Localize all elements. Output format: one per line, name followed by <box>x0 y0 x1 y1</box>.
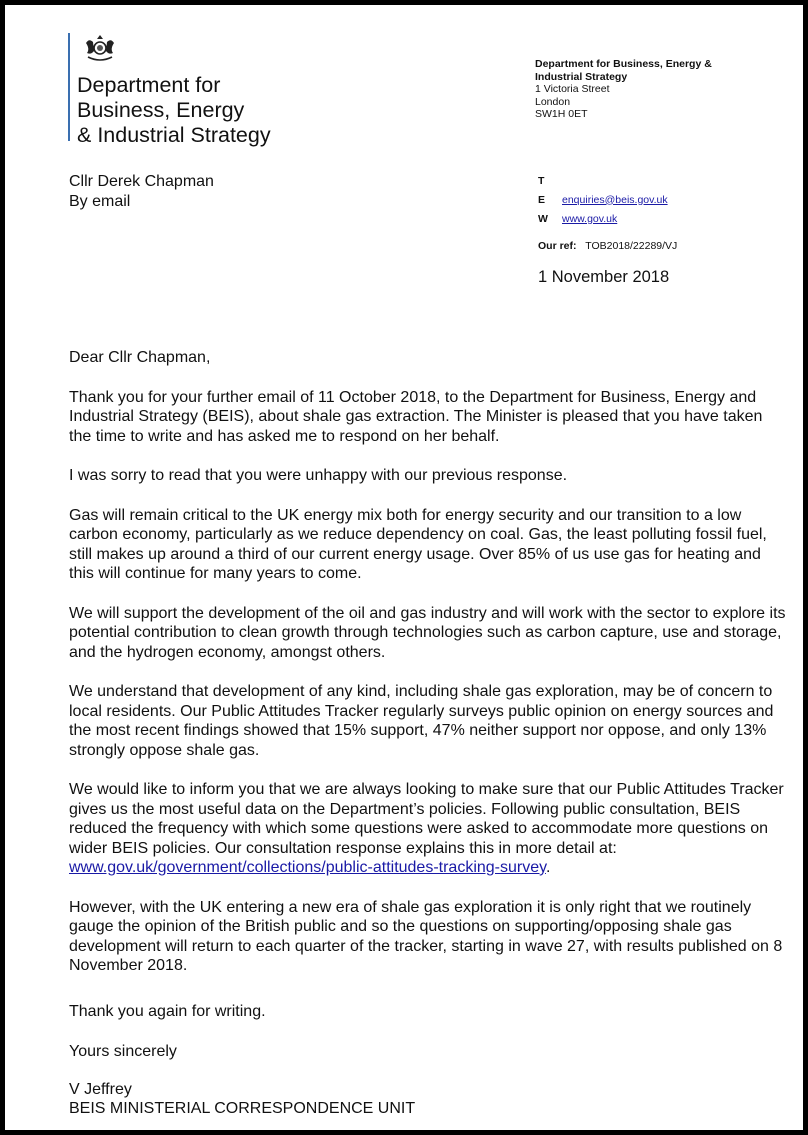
signatory-name: V Jeffrey <box>69 1081 132 1098</box>
delivery-method: By email <box>69 193 131 210</box>
email-label: E <box>538 193 546 206</box>
reference-label: Our ref: <box>538 240 577 252</box>
recipient-name: Cllr Derek Chapman <box>69 173 214 190</box>
web-label: W <box>538 212 548 225</box>
contact-phone-row <box>538 171 668 190</box>
website-link[interactable]: www.gov.uk <box>562 212 618 225</box>
contact-email-row <box>538 190 668 209</box>
valediction: Yours sincerely <box>69 1043 177 1060</box>
recipient-block <box>69 172 214 212</box>
body-paragraph: We will support the development of the oil and gas industry and will work with the sector to explore its potential contribution to clean growth through technologies such as carbon capture, use and storage, and the hydrogen economy, amongst others. <box>69 604 786 661</box>
tracker-text: We would like to inform you that we are always looking to make sure that our Public Attitudes Tracker gives us the most useful data on the Department’s policies. Following public consultation, BEIS reduced the frequency with which some questions were asked to accommodate more questions on wider BEIS policies. Our consultation response explains this in more detail at: <box>69 781 784 857</box>
sender-name: Department for Business, Energy & <box>535 58 712 70</box>
letter-date: 1 November 2018 <box>538 268 670 286</box>
body-paragraph-tracker <box>69 780 789 878</box>
signatory-unit: BEIS MINISTERIAL CORRESPONDENCE UNIT <box>69 1100 416 1117</box>
body-paragraph: Gas will remain critical to the UK energy mix both for energy security and our transition to a low carbon economy, particularly as we reduce dependency on coal. Gas, the least polluting fossil fuel, still makes up around a third of our current energy usage. Over 85% of us use gas for heating and this will continue for many years to come. <box>69 506 767 582</box>
phone-label: T <box>538 174 545 187</box>
letter-body <box>69 348 789 996</box>
department-name <box>77 73 271 148</box>
sender-city: London <box>535 95 571 108</box>
sender-street: 1 Victoria Street <box>535 83 610 95</box>
signature-block <box>69 1080 415 1118</box>
body-paragraph: We understand that development of any kind, including shale gas exploration, may be of concern to local residents. Our Public Attitudes Tracker regularly surveys public opinion on energy sources and the most recent findings showed that 15% support, 47% neither support nor oppose, and only 13% strongly oppose shale gas. <box>69 683 774 759</box>
public-attitudes-tracker-link[interactable]: www.gov.uk/government/collections/public-attitudes-tracking-survey <box>69 859 546 876</box>
contact-details <box>538 171 668 228</box>
reference <box>538 240 677 252</box>
dept-name-line: & Industrial Strategy <box>77 123 271 147</box>
salutation: Dear Cllr Chapman, <box>69 349 211 366</box>
logo-accent-bar <box>68 33 70 141</box>
sender-name: Industrial Strategy <box>535 70 628 83</box>
tracker-text-end: . <box>545 859 551 876</box>
sender-address <box>535 58 712 121</box>
contact-web-row <box>538 209 668 228</box>
dept-name-line: Department for <box>77 73 221 97</box>
body-paragraph: Thank you for your further email of 11 October 2018, to the Department for Business, Energy and Industrial Strategy (BEIS), about shale gas extraction. The Minister is pleased that you have taken the time to write and has asked me to respond on her behalf. <box>69 388 763 445</box>
sender-postcode: SW1H 0ET <box>535 108 588 120</box>
dept-name-line: Business, Energy <box>77 98 245 122</box>
email-link[interactable]: enquiries@beis.gov.uk <box>562 193 668 206</box>
reference-value: TOB2018/22289/VJ <box>585 240 678 252</box>
letter-page <box>5 5 803 1130</box>
closing-block <box>69 1002 266 1082</box>
body-paragraph: However, with the UK entering a new era of shale gas exploration it is only right that we routinely gauge the opinion of the British public and so the questions on supporting/opposing shale gas development will return to each quarter of the tracker, starting in wave 27, with results published on 8 November 2018. <box>69 898 783 974</box>
royal-coat-of-arms-icon <box>82 33 118 63</box>
body-paragraph: I was sorry to read that you were unhappy with our previous response. <box>69 467 568 484</box>
thanks-line: Thank you again for writing. <box>69 1003 266 1020</box>
